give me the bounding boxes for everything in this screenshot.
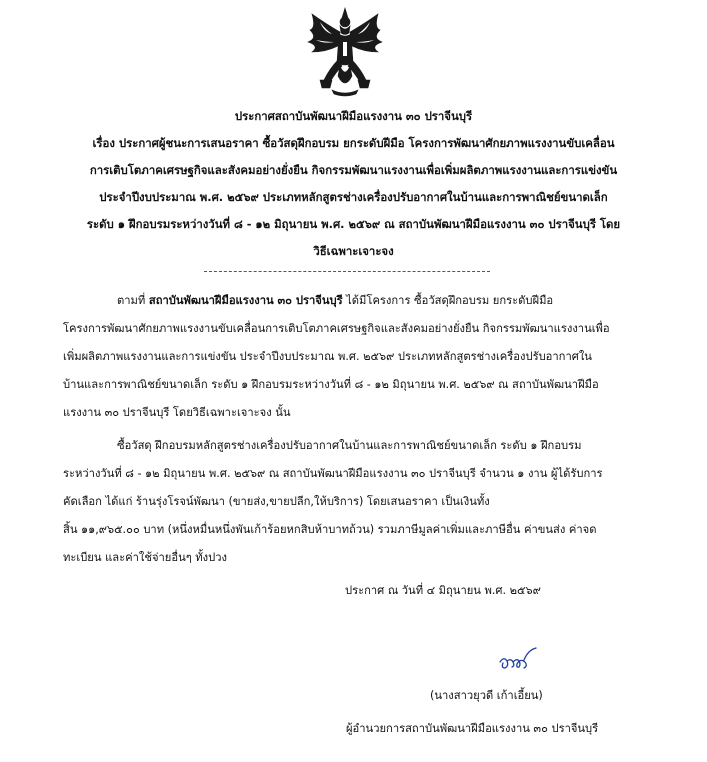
signer-name: (นางสาวยุวดี เก้าเอี้ยน) — [430, 689, 543, 702]
paragraph-2-line-4: สิ้น ๑๑,๙๖๕.๐๐ บาท (หนึ่งหมื่นหนึ่งพันเก้าร้อยหกสิบห้าบาทถ้วน) รวมภาษีมูลค่าเพิ่มและภาษีอื่น ค่าขนส่ง ค่าจด — [63, 523, 597, 536]
paragraph-1-prefix: ตามที่ — [117, 294, 149, 307]
paragraph-1-line-1 — [117, 290, 553, 312]
signer-position: ผู้อำนวยการสถาบันพัฒนาฝีมือแรงงาน ๓๐ ปราจีนบุรี — [346, 722, 599, 735]
subject-line-4: ระดับ ๑ ฝึกอบรมระหว่างวันที่ ๘ - ๑๒ มิถุนายน พ.ศ. ๒๕๖๙ ณ สถาบันพัฒนาฝีมือแรงงาน ๓๐ ปราจีนบุรี โดย — [86, 217, 621, 231]
paragraph-2-line-5: ทะเบียน และค่าใช้จ่ายอื่นๆ ทั้งปวง — [63, 551, 227, 564]
garuda-emblem-icon — [302, 6, 388, 98]
paragraph-2-line-2: ระหว่างวันที่ ๘ - ๑๒ มิถุนายน พ.ศ. ๒๕๖๙ ณ สถาบันพัฒนาฝีมือแรงงาน ๓๐ ปราจีนบุรี จำนวน ๑ งาน ผู้ได้รับการ — [63, 467, 603, 480]
paragraph-1-rest: ได้มีโครงการ ซื้อวัสดุฝึกอบรม ยกระดับฝีมือ — [342, 294, 554, 307]
announced-date: ประกาศ ณ วันที่ ๔ มิถุนายน พ.ศ. ๒๕๖๙ — [345, 584, 541, 597]
subject-line-1: เรื่อง ประกาศผู้ชนะการเสนอราคา ซื้อวัสดุฝึกอบรม ยกระดับฝีมือ โครงการพัฒนาศักยภาพแรงงานขับเคลื่อน — [92, 136, 615, 150]
dashed-divider — [204, 271, 490, 272]
paragraph-1-line-4: บ้านและการพาณิชย์ขนาดเล็ก ระดับ ๑ ฝึกอบรมระหว่างวันที่ ๘ - ๑๒ มิถุนายน พ.ศ. ๒๕๖๙ ณ สถาบันพัฒนาฝีมือ — [63, 378, 599, 391]
paragraph-1-organization: สถาบันพัฒนาฝีมือแรงงาน ๓๐ ปราจีนบุรี — [148, 294, 343, 307]
paragraph-1-line-2: โครงการพัฒนาศักยภาพแรงงานขับเคลื่อนการเติบโตภาคเศรษฐกิจและสังคมอย่างยั่งยืน กิจกรรมพัฒนาแรงงานเพื่อ — [63, 322, 610, 335]
paragraph-2-line-1: ซื้อวัสดุ ฝึกอบรมหลักสูตรช่างเครื่องปรับอากาศในบ้านและการพาณิชย์ขนาดเล็ก ระดับ ๑ ฝึกอบรม — [117, 439, 582, 452]
handwritten-signature — [498, 646, 540, 676]
subject-line-2: การเติบโตภาคเศรษฐกิจและสังคมอย่างยั่งยืน กิจกรรมพัฒนาแรงงานเพื่อเพิ่มผลิตภาพแรงงานและการแข่งขัน — [89, 163, 618, 177]
announcement-title: ประกาศสถาบันพัฒนาฝีมือแรงงาน ๓๐ ปราจีนบุรี — [234, 109, 473, 123]
paragraph-1-line-3: เพิ่มผลิตภาพแรงงานและการแข่งขัน ประจำปีงบประมาณ พ.ศ. ๒๕๖๙ ประเภทหลักสูตรช่างเครื่องปรับอากาศใน — [63, 350, 592, 363]
subject-line-5: วิธีเฉพาะเจาะจง — [313, 244, 394, 258]
paragraph-2-line-3: คัดเลือก ได้แก่ ร้านรุ่งโรจน์พัฒนา (ขายส่ง,ขายปลีก,ให้บริการ) โดยเสนอราคา เป็นเงินทั้ง — [63, 495, 490, 508]
paragraph-1-line-5: แรงงาน ๓๐ ปราจีนบุรี โดยวิธีเฉพาะเจาะจง นั้น — [63, 406, 291, 419]
subject-line-3: ประจำปีงบประมาณ พ.ศ. ๒๕๖๙ ประเภทหลักสูตรช่างเครื่องปรับอากาศในบ้านและการพาณิชย์ขนาดเล็ก — [99, 190, 608, 204]
